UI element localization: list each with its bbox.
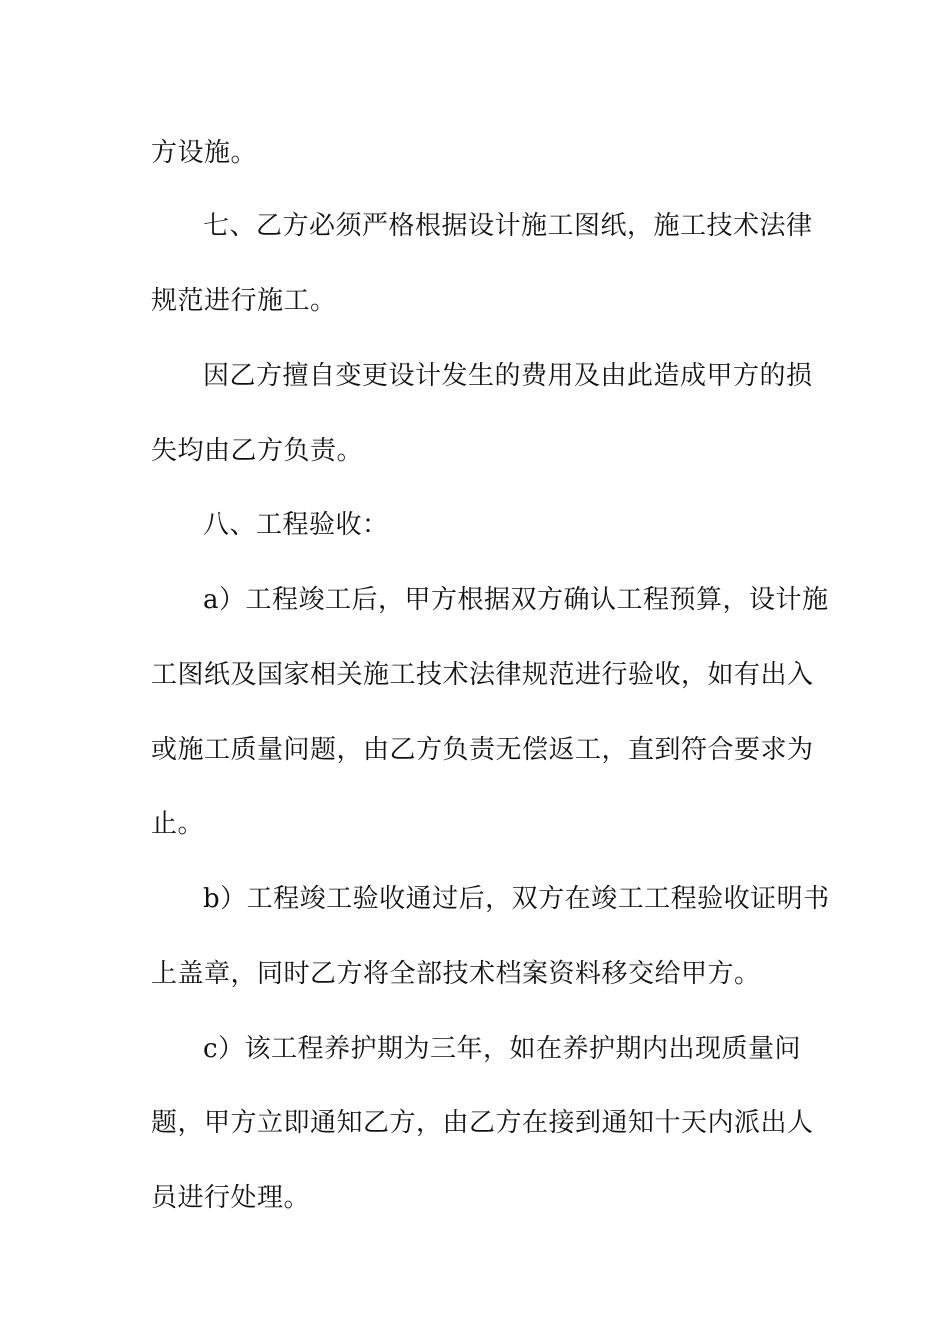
text-line: 因乙方擅自变更设计发生的费用及由此造成甲方的损 <box>203 361 813 391</box>
section-7-heading: 七、乙方必须严格根据设计施工图纸，施工技术法律 <box>203 211 813 241</box>
text-line: 或施工质量问题，由乙方负责无偿返工，直到符合要求为 <box>151 735 814 765</box>
text-line: 上盖章，同时乙方将全部技术档案资料移交给甲方。 <box>151 959 761 989</box>
text-line: 规范进行施工。 <box>151 286 337 316</box>
item-b-line: b）工程竣工验收通过后，双方在竣工工程验收证明书 <box>203 884 830 914</box>
text-line: 题，甲方立即通知乙方，由乙方在接到通知十天内派出人 <box>151 1108 814 1138</box>
text-line: 方设施。 <box>151 138 258 168</box>
text-line: 工图纸及国家相关施工技术法律规范进行验收，如有出入 <box>151 660 814 690</box>
item-c-line: c）该工程养护期为三年，如在养护期内出现质量问 <box>203 1034 802 1064</box>
item-a-line: a）工程竣工后，甲方根据双方确认工程预算，设计施 <box>203 585 829 615</box>
text-line: 失均由乙方负责。 <box>151 436 364 466</box>
section-8-heading: 八、工程验收： <box>203 510 389 540</box>
text-line: 止。 <box>151 809 205 839</box>
text-line: 员进行处理。 <box>151 1183 311 1213</box>
